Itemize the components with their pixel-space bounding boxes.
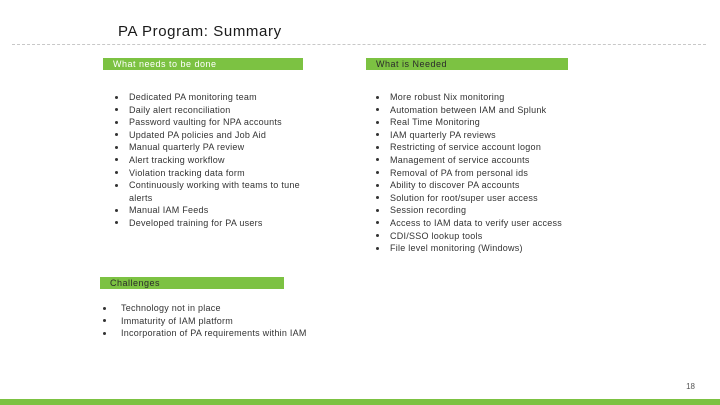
list-item: File level monitoring (Windows) bbox=[376, 242, 676, 255]
todo-header: What needs to be done bbox=[103, 58, 303, 70]
list-item: Continuously working with teams to tune alerts bbox=[115, 179, 324, 204]
list-item: Restricting of service account logon bbox=[376, 141, 676, 154]
list-item: Developed training for PA users bbox=[115, 217, 330, 230]
list-item: More robust Nix monitoring bbox=[376, 91, 676, 104]
list-item: Removal of PA from personal ids bbox=[376, 167, 676, 180]
list-item: Updated PA policies and Job Aid bbox=[115, 129, 330, 142]
list-item: Automation between IAM and Splunk bbox=[376, 104, 676, 117]
list-item: Violation tracking data form bbox=[115, 167, 330, 180]
list-item: Manual quarterly PA review bbox=[115, 141, 330, 154]
list-item: Incorporation of PA requirements within IAM bbox=[103, 327, 403, 340]
list-item: Immaturity of IAM platform bbox=[103, 315, 403, 328]
list-item: Management of service accounts bbox=[376, 154, 676, 167]
list-item: Access to IAM data to verify user access bbox=[376, 217, 676, 230]
slide-title: PA Program: Summary bbox=[118, 23, 282, 40]
list-item: CDI/SSO lookup tools bbox=[376, 230, 676, 243]
list-item: Password vaulting for NPA accounts bbox=[115, 116, 330, 129]
list-item: IAM quarterly PA reviews bbox=[376, 129, 676, 142]
list-item: Solution for root/super user access bbox=[376, 192, 676, 205]
needed-list bbox=[376, 91, 676, 255]
todo-list bbox=[115, 91, 330, 230]
list-item: Technology not in place bbox=[103, 302, 403, 315]
list-item: Daily alert reconciliation bbox=[115, 104, 330, 117]
list-item: Alert tracking workflow bbox=[115, 154, 330, 167]
challenges-list bbox=[103, 302, 403, 340]
challenges-header: Challenges bbox=[100, 277, 284, 289]
title-divider bbox=[12, 44, 706, 45]
list-item: Real Time Monitoring bbox=[376, 116, 676, 129]
list-item: Session recording bbox=[376, 204, 676, 217]
list-item: Ability to discover PA accounts bbox=[376, 179, 676, 192]
needed-header: What is Needed bbox=[366, 58, 568, 70]
page-number: 18 bbox=[686, 382, 695, 391]
footer-accent-bar bbox=[0, 399, 720, 405]
list-item: Dedicated PA monitoring team bbox=[115, 91, 330, 104]
list-item: Manual IAM Feeds bbox=[115, 204, 330, 217]
